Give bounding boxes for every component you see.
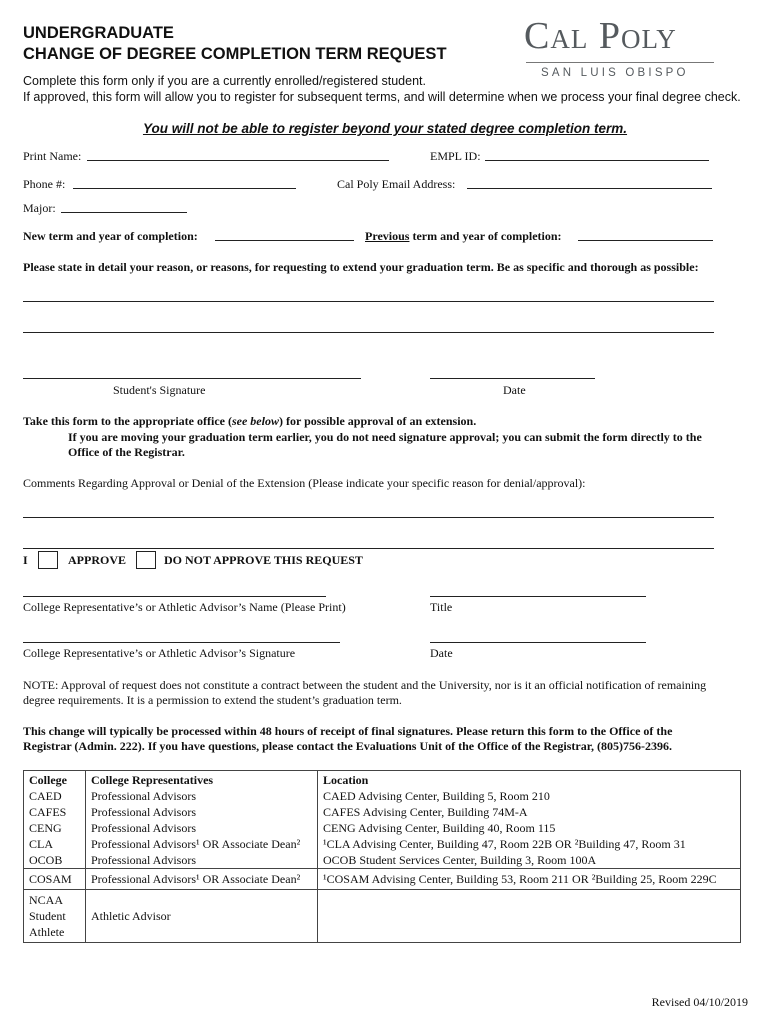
intro-text	[23, 73, 741, 105]
rep-cell-ncaa: Athletic Advisor	[86, 890, 318, 943]
student-signature-field[interactable]	[23, 378, 361, 379]
table-row	[24, 820, 741, 836]
location-cell: CAED Advising Center, Building 5, Room 210	[318, 788, 741, 804]
ncaa-line-3: Athlete	[29, 925, 65, 939]
earlier-line-1: If you are moving your graduation term earlier, you do not need signature approval; you can submit the form directly to the	[68, 430, 702, 444]
title-line-2: CHANGE OF DEGREE COMPLETION TERM REQUEST	[23, 45, 447, 63]
header-location: Location	[318, 771, 741, 789]
location-cell-ncaa	[318, 890, 741, 943]
approval-i: I	[23, 553, 28, 567]
phone-label: Phone #:	[23, 177, 66, 191]
rep-name-label: College Representative’s or Athletic Advisor’s Name (Please Print)	[23, 600, 346, 614]
location-cell: ¹COSAM Advising Center, Building 53, Room 211 OR ²Building 25, Room 229C	[318, 869, 741, 890]
rep-cell: Professional Advisors	[86, 820, 318, 836]
college-cell: CENG	[24, 820, 86, 836]
rep-name-field[interactable]	[23, 596, 326, 597]
college-cell-ncaa	[24, 890, 86, 943]
rep-cell: Professional Advisors	[86, 788, 318, 804]
comments-line-2[interactable]	[23, 548, 714, 549]
take-prefix: Take this form to the appropriate office (	[23, 414, 232, 428]
header-representatives: College Representatives	[86, 771, 318, 789]
empl-id-field[interactable]	[485, 160, 709, 161]
rep-signature-field[interactable]	[23, 642, 340, 643]
table-row	[24, 869, 741, 890]
note-text	[23, 678, 706, 708]
registration-warning: You will not be able to register beyond your stated degree completion term.	[142, 121, 628, 136]
rep-title-field[interactable]	[430, 596, 646, 597]
take-form-instruction	[23, 414, 476, 429]
reason-prompt: Please state in detail your reason, or reasons, for requesting to extend your graduation term. Be as specific and thorough as possible:	[23, 260, 699, 274]
previous-term-rest: term and year of completion:	[409, 229, 562, 243]
approve-checkbox[interactable]	[38, 551, 58, 569]
rep-cell: Professional Advisors¹ OR Associate Dean²	[86, 869, 318, 890]
not-approve-checkbox[interactable]	[136, 551, 156, 569]
comments-label: Comments Regarding Approval or Denial of the Extension (Please indicate your specific reason for denial/approval):	[23, 476, 586, 490]
rep-date-label: Date	[430, 646, 453, 660]
empl-id-label: EMPL ID:	[430, 149, 481, 163]
location-cell: OCOB Student Services Center, Building 3, Room 100A	[318, 852, 741, 869]
processing-line-1: This change will typically be processed within 48 hours of receipt of final signatures. Please return this form to the Office of the	[23, 724, 673, 738]
header-college: College	[24, 771, 86, 789]
see-below: see below	[231, 414, 279, 428]
rep-cell: Professional Advisors	[86, 852, 318, 869]
college-cell: CAED	[24, 788, 86, 804]
college-cell: CAFES	[24, 804, 86, 820]
table-row	[24, 804, 741, 820]
new-term-label: New term and year of completion:	[23, 229, 198, 243]
logo-subtitle: SAN LUIS OBISPO	[541, 67, 689, 79]
form-title	[23, 23, 447, 65]
ncaa-line-1: NCAA	[29, 893, 64, 907]
processing-line-2: Registrar (Admin. 222). If you have questions, please contact the Evaluations Unit of the Office of the Registrar, (805)756-2396.	[23, 739, 672, 753]
location-cell: CENG Advising Center, Building 40, Room 115	[318, 820, 741, 836]
take-suffix: ) for possible approval of an extension.	[278, 414, 477, 428]
note-line-2: degree requirements. It is a permission to extend the student’s graduation term.	[23, 693, 402, 707]
previous-term-field[interactable]	[578, 240, 713, 241]
not-approve-label: DO NOT APPROVE THIS REQUEST	[164, 553, 363, 567]
student-signature-label: Student's Signature	[113, 383, 206, 397]
college-cell: CLA	[24, 836, 86, 852]
rep-title-label: Title	[430, 600, 453, 614]
rep-cell: Professional Advisors¹ OR Associate Dean²	[86, 836, 318, 852]
reason-line-1[interactable]	[23, 301, 714, 302]
intro-line-1: Complete this form only if you are a currently enrolled/registered student.	[23, 74, 426, 88]
table-row	[24, 852, 741, 869]
major-label: Major:	[23, 201, 56, 215]
email-field[interactable]	[467, 188, 712, 189]
college-cell: OCOB	[24, 852, 86, 869]
email-label: Cal Poly Email Address:	[337, 177, 456, 191]
student-date-label: Date	[503, 383, 526, 397]
rep-signature-label: College Representative’s or Athletic Advisor’s Signature	[23, 646, 296, 660]
table-row	[24, 836, 741, 852]
major-field[interactable]	[61, 212, 187, 213]
earlier-line-2: Office of the Registrar.	[68, 445, 185, 459]
print-name-label: Print Name:	[23, 149, 82, 163]
comments-line-1[interactable]	[23, 517, 714, 518]
rep-date-field[interactable]	[430, 642, 646, 643]
college-cell: COSAM	[24, 869, 86, 890]
cal-poly-logo: Cal Poly	[524, 15, 677, 57]
new-term-field[interactable]	[215, 240, 354, 241]
previous-term-label	[365, 229, 562, 244]
processing-text	[23, 724, 672, 754]
intro-line-2: If approved, this form will allow you to register for subsequent terms, and will determine when we process your final degree check.	[23, 90, 741, 104]
college-table	[23, 770, 741, 943]
phone-field[interactable]	[73, 188, 296, 189]
table-header-row	[24, 771, 741, 789]
earlier-term-instruction	[68, 430, 702, 460]
logo-divider	[526, 62, 714, 63]
ncaa-line-2: Student	[29, 909, 66, 923]
print-name-field[interactable]	[87, 160, 389, 161]
table-row	[24, 788, 741, 804]
rep-cell: Professional Advisors	[86, 804, 318, 820]
student-date-field[interactable]	[430, 378, 595, 379]
table-row-ncaa	[24, 890, 741, 943]
title-line-1: UNDERGRADUATE	[23, 24, 174, 42]
revised-date: Revised 04/10/2019	[651, 995, 748, 1009]
note-line-1: NOTE: Approval of request does not constitute a contract between the student and the University, nor is it an official notification of remaining	[23, 678, 707, 692]
location-cell: CAFES Advising Center, Building 74M-A	[318, 804, 741, 820]
approve-label: APPROVE	[68, 553, 126, 567]
location-cell: ¹CLA Advising Center, Building 47, Room 22B OR ²Building 47, Room 31	[318, 836, 741, 852]
reason-line-2[interactable]	[23, 332, 714, 333]
previous-word: Previous	[365, 229, 410, 243]
